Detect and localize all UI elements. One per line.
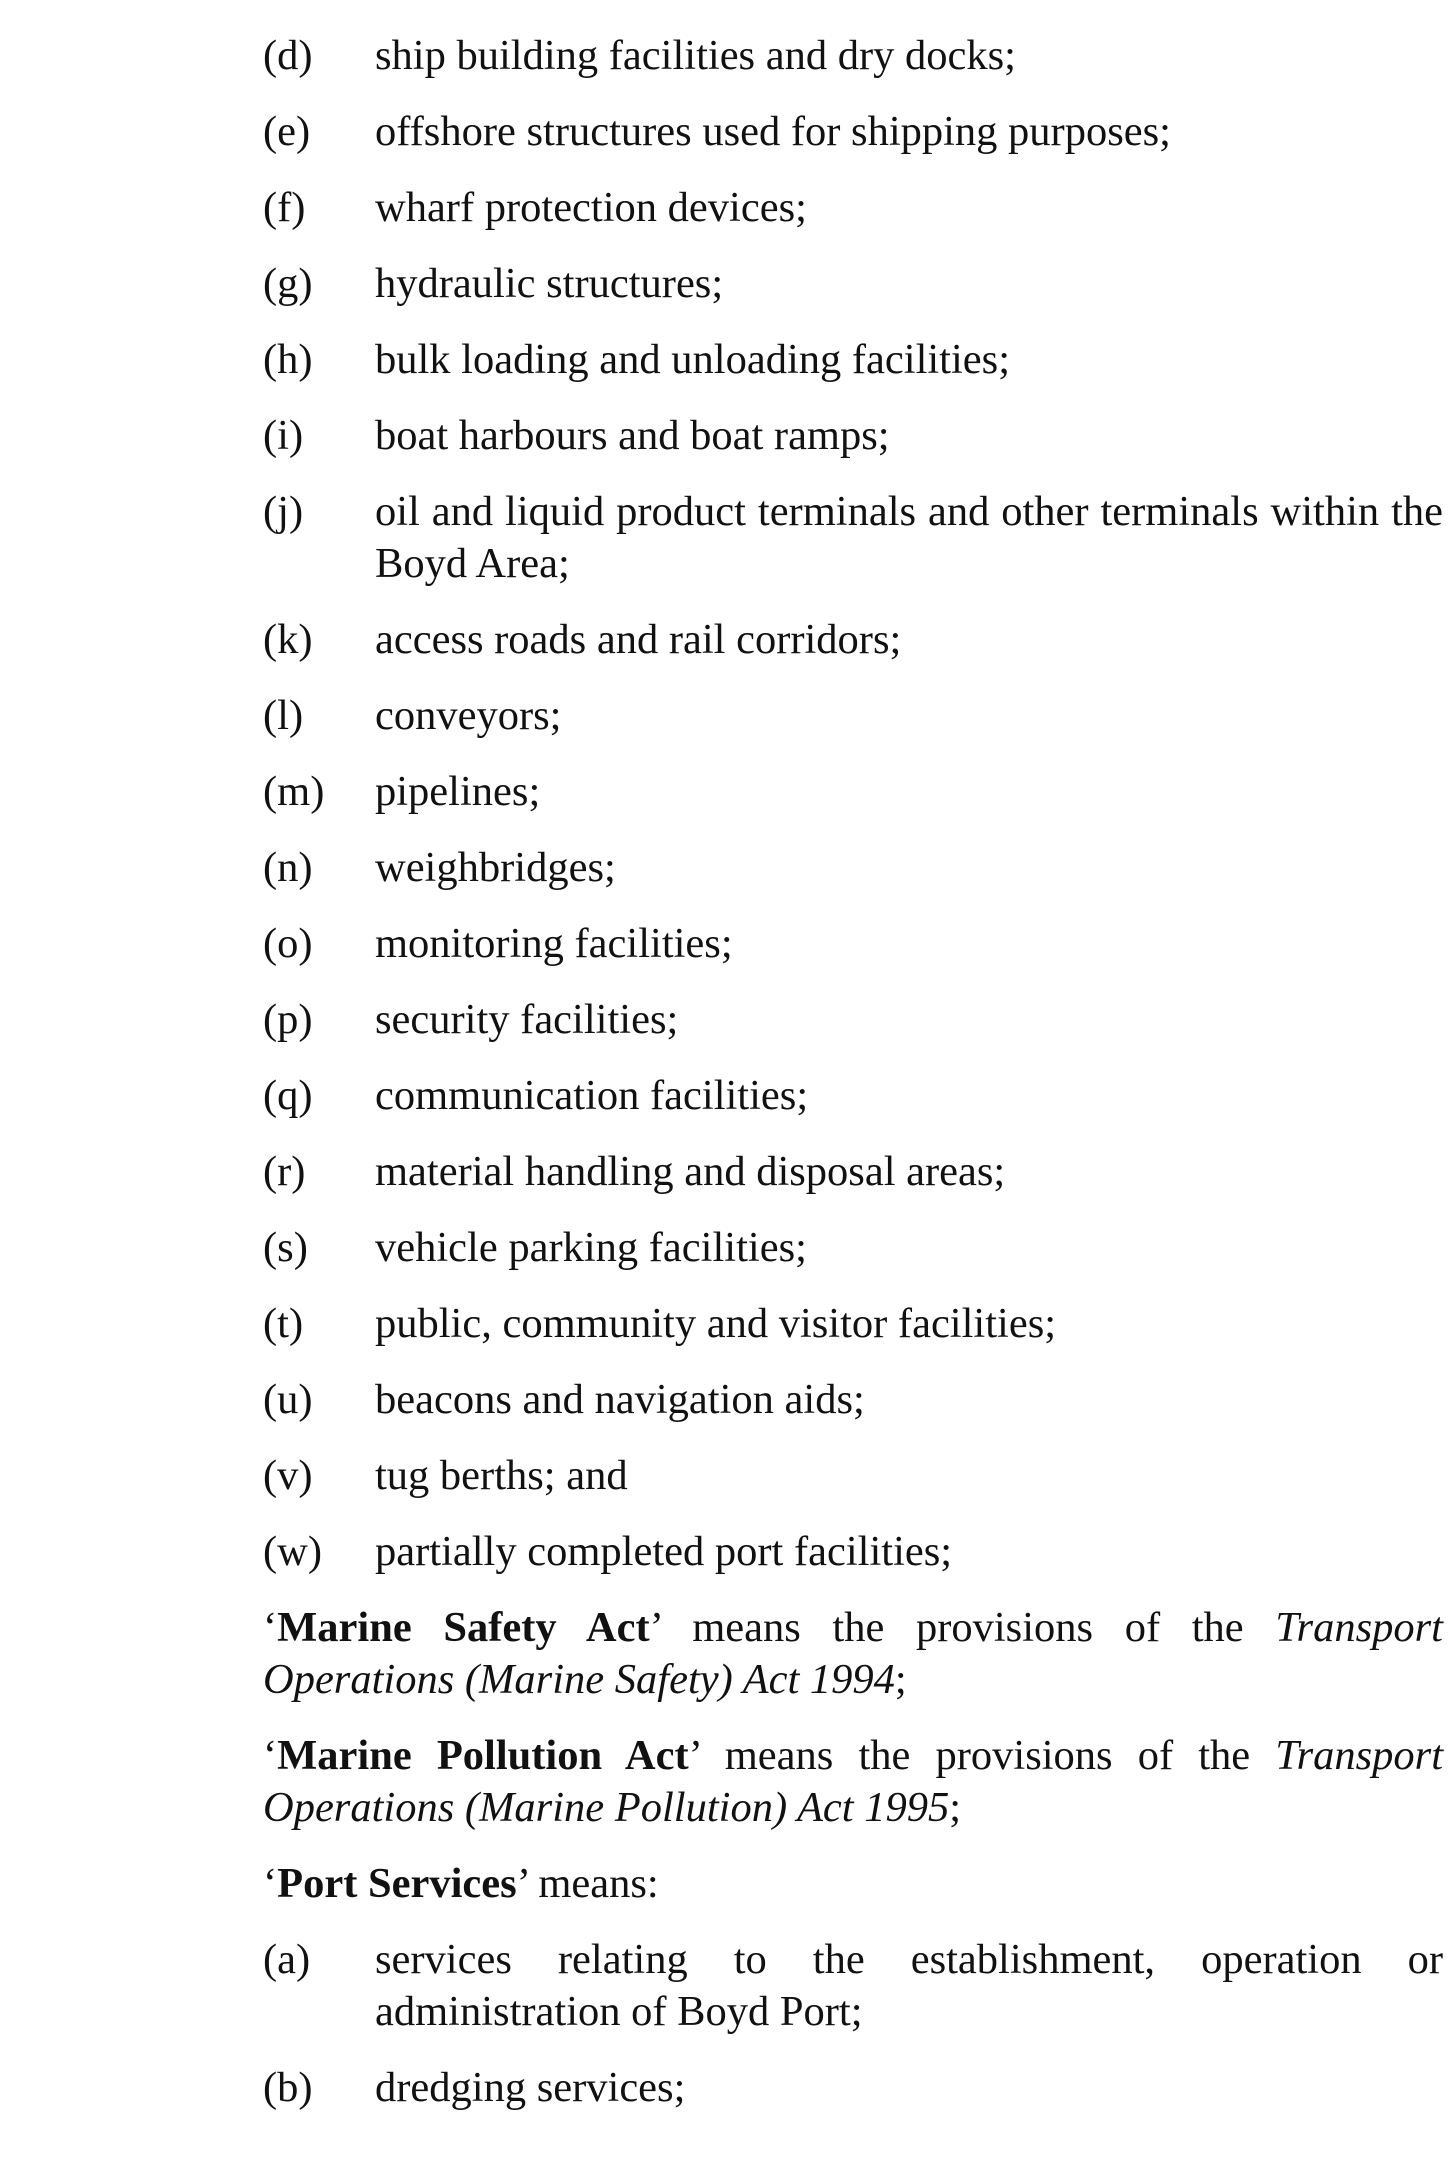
item-text: boat harbours and boat ramps; xyxy=(375,412,890,459)
definitions-section xyxy=(263,30,1443,2138)
item-text: ship building facilities and dry docks; xyxy=(375,32,1016,79)
item-number: (l) xyxy=(263,692,304,739)
list-item xyxy=(263,486,1443,590)
definition-text: ’ means: xyxy=(516,1860,659,1907)
list-item xyxy=(263,182,1443,234)
act-title: Transport Operations (Marine Pollution) Act 1995 xyxy=(263,1732,1443,1831)
item-number: (o) xyxy=(263,920,313,967)
item-text: material handling and disposal areas; xyxy=(375,1148,1006,1195)
definition-marine-safety-act xyxy=(263,1602,1443,1706)
item-text: communication facilities; xyxy=(375,1072,809,1119)
definition-text: ’ means the provisions of the xyxy=(688,1732,1276,1779)
list-item xyxy=(263,1934,1443,2038)
list-item xyxy=(263,1526,1443,1578)
item-number: (e) xyxy=(263,108,311,155)
defined-term: Port Services xyxy=(277,1860,517,1907)
item-number: (d) xyxy=(263,32,313,79)
definition-text: ’ means the provisions of the xyxy=(649,1604,1276,1651)
list-item xyxy=(263,258,1443,310)
list-item xyxy=(263,30,1443,82)
item-number: (j) xyxy=(263,488,304,535)
act-title: Transport Operations (Marine Safety) Act 1994 xyxy=(263,1604,1443,1703)
item-text: oil and liquid product terminals and other terminals within the Boyd Area; xyxy=(375,488,1443,587)
item-number: (n) xyxy=(263,844,313,891)
item-text: access roads and rail corridors; xyxy=(375,616,902,663)
item-text: services relating to the establishment, operation or administration of Boyd Port; xyxy=(375,1936,1443,2035)
item-text: monitoring facilities; xyxy=(375,920,733,967)
item-text: security facilities; xyxy=(375,996,679,1043)
definition-end: ; xyxy=(949,1784,962,1831)
defined-term: Marine Pollution Act xyxy=(277,1732,689,1779)
item-text: hydraulic structures; xyxy=(375,260,724,307)
list-item xyxy=(263,1070,1443,1122)
item-number: (t) xyxy=(263,1300,304,1347)
list-item xyxy=(263,1298,1443,1350)
defined-term: Marine Safety Act xyxy=(277,1604,650,1651)
list-item xyxy=(263,1450,1443,1502)
list-item xyxy=(263,1222,1443,1274)
item-text: dredging services; xyxy=(375,2064,686,2111)
list-item xyxy=(263,2062,1443,2114)
item-number: (f) xyxy=(263,184,306,231)
definition-port-services xyxy=(263,1858,1443,1910)
open-quote: ‘ xyxy=(263,1604,278,1651)
item-number: (v) xyxy=(263,1452,313,1499)
list-item xyxy=(263,842,1443,894)
item-text: partially completed port facilities; xyxy=(375,1528,953,1575)
item-number: (s) xyxy=(263,1224,308,1271)
item-number: (b) xyxy=(263,2064,313,2111)
item-number: (g) xyxy=(263,260,313,307)
item-number: (r) xyxy=(263,1148,306,1195)
item-number: (h) xyxy=(263,336,313,383)
item-text: public, community and visitor facilities; xyxy=(375,1300,1057,1347)
item-text: weighbridges; xyxy=(375,844,616,891)
list-item xyxy=(263,614,1443,666)
item-number: (a) xyxy=(263,1936,311,1983)
item-text: pipelines; xyxy=(375,768,541,815)
item-number: (u) xyxy=(263,1376,313,1423)
list-item xyxy=(263,690,1443,742)
list-item xyxy=(263,994,1443,1046)
list-item xyxy=(263,766,1443,818)
item-number: (w) xyxy=(263,1528,322,1575)
definition-end: ; xyxy=(894,1656,907,1703)
item-number: (q) xyxy=(263,1072,313,1119)
list-item xyxy=(263,106,1443,158)
item-text: offshore structures used for shipping purposes; xyxy=(375,108,1171,155)
item-text: bulk loading and unloading facilities; xyxy=(375,336,1011,383)
item-text: conveyors; xyxy=(375,692,562,739)
list-item xyxy=(263,1374,1443,1426)
open-quote: ‘ xyxy=(263,1860,278,1907)
list-item xyxy=(263,334,1443,386)
item-number: (m) xyxy=(263,768,325,815)
item-number: (p) xyxy=(263,996,313,1043)
list-item xyxy=(263,1146,1443,1198)
item-text: wharf protection devices; xyxy=(375,184,807,231)
item-text: tug berths; and xyxy=(375,1452,628,1499)
list-item xyxy=(263,918,1443,970)
item-text: beacons and navigation aids; xyxy=(375,1376,865,1423)
item-text: vehicle parking facilities; xyxy=(375,1224,807,1271)
item-number: (k) xyxy=(263,616,313,663)
list-item xyxy=(263,410,1443,462)
definition-marine-pollution-act xyxy=(263,1730,1443,1834)
item-number: (i) xyxy=(263,412,304,459)
open-quote: ‘ xyxy=(263,1732,278,1779)
